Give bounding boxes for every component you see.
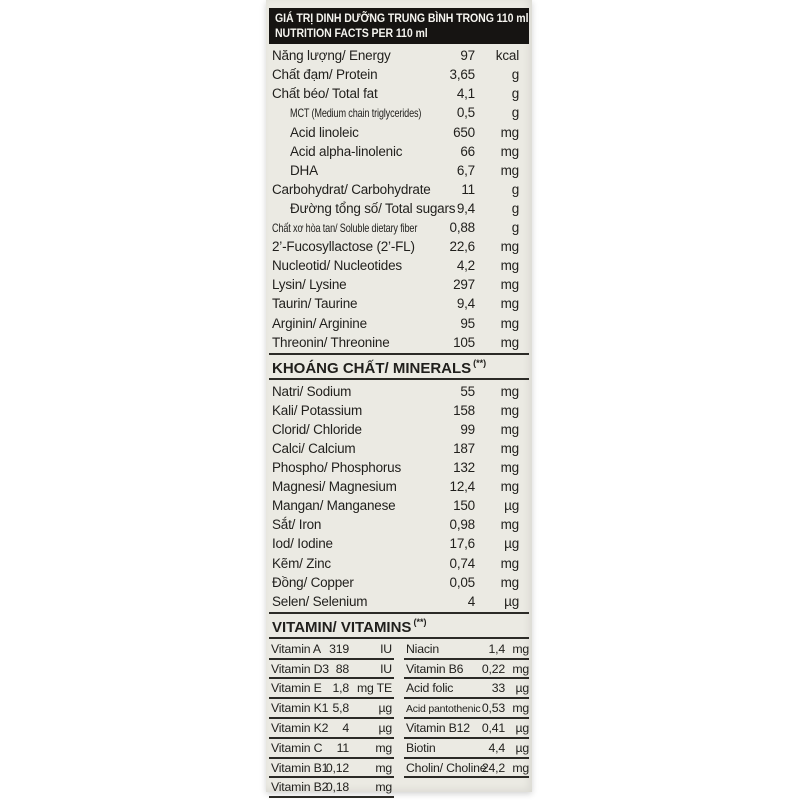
nutrient-unit: g	[511, 86, 519, 102]
nutrient-row	[269, 294, 529, 313]
nutrient-row	[269, 180, 529, 199]
nutrient-unit: mg	[375, 760, 392, 775]
nutrient-unit: mg	[500, 315, 519, 331]
nutrient-unit: mg	[512, 701, 529, 716]
nutrient-unit: mg	[500, 143, 519, 159]
minerals-section-title: KHOÁNG CHẤT/ MINERALS	[272, 359, 472, 377]
nutrient-value: 17,6	[449, 536, 475, 552]
nutrient-row	[269, 640, 394, 660]
nutrient-row	[269, 142, 529, 161]
nutrient-row	[269, 401, 529, 420]
nutrient-row	[269, 84, 529, 103]
nutrient-unit: IU	[380, 641, 392, 656]
nutrient-value: 297	[453, 277, 475, 293]
nutrient-value: 97	[460, 48, 475, 64]
nutrient-row	[269, 759, 394, 779]
nutrient-name: Iod/ Iodine	[272, 536, 333, 552]
nutrient-row	[269, 739, 394, 759]
nutrient-row	[269, 103, 529, 122]
nutrient-name: Niacin	[406, 641, 439, 656]
nutrient-unit: mg	[500, 277, 519, 293]
nutrient-name: Phospho/ Phosphorus	[272, 460, 402, 476]
nutrient-unit: g	[511, 105, 519, 121]
nutrient-row	[269, 333, 529, 352]
nutrient-name: Vitamin D3	[271, 661, 329, 676]
vitamins-footnote-marker: (**)	[413, 616, 427, 627]
nutrient-value: 0,53	[481, 701, 505, 716]
label-title-bar	[269, 8, 529, 44]
nutrient-row	[269, 314, 529, 333]
nutrient-row	[269, 477, 529, 496]
nutrient-unit: mg	[500, 162, 519, 178]
nutrient-unit: mg	[500, 555, 519, 571]
nutrient-unit: mg	[375, 740, 392, 755]
nutrient-row	[269, 275, 529, 294]
nutrient-value: 319	[329, 641, 349, 656]
nutrient-value: 105	[453, 334, 475, 350]
nutrient-unit: mg	[500, 383, 519, 399]
minerals-footnote-marker: (**)	[473, 357, 487, 368]
nutrient-unit: µg	[515, 721, 529, 735]
nutrient-row	[269, 65, 529, 84]
nutrient-row	[269, 199, 529, 218]
nutrient-unit: mg	[500, 574, 519, 590]
nutrient-name: DHA	[290, 162, 318, 178]
nutrient-value: 66	[460, 143, 475, 159]
nutrient-unit: g	[511, 200, 519, 216]
nutrient-unit: µg	[378, 721, 392, 735]
label-title-line1: GIÁ TRỊ DINH DƯỠNG TRUNG BÌNH TRONG 110 ml	[275, 11, 529, 25]
nutrient-value: 4,1	[456, 86, 475, 102]
minerals-table	[269, 382, 529, 611]
nutrient-row	[269, 496, 529, 515]
nutrient-row	[269, 161, 529, 180]
vitamins-section-header	[269, 612, 529, 639]
nutrient-row	[269, 515, 529, 534]
nutrient-value: 1,4	[488, 641, 505, 656]
nutrient-row	[269, 46, 529, 65]
nutrient-value: 650	[453, 124, 475, 140]
nutrient-value: 6,7	[456, 162, 475, 178]
nutrient-name: Năng lượng/ Energy	[272, 48, 391, 64]
nutrient-value: 88	[335, 661, 349, 676]
nutrient-name: Kẽm/ Zinc	[272, 555, 331, 571]
nutrient-name: Acid folic	[406, 681, 454, 696]
nutrient-value: 3,65	[449, 67, 475, 83]
nutrient-name: Đồng/ Copper	[272, 574, 354, 590]
nutrient-unit: mg	[500, 334, 519, 350]
nutrient-unit: mg	[500, 517, 519, 533]
nutrient-value: 0,5	[456, 105, 475, 121]
vitamins-section-title: VITAMIN/ VITAMINS	[272, 618, 412, 636]
nutrient-value: 0,74	[449, 555, 475, 571]
nutrient-value: 9,4	[456, 200, 475, 216]
nutrient-name: Chất béo/ Total fat	[272, 86, 378, 102]
nutrient-unit: mg	[500, 479, 519, 495]
nutrient-value: 0,98	[449, 517, 475, 533]
nutrient-unit: kcal	[495, 48, 519, 64]
nutrient-value: 5,8	[332, 701, 349, 716]
nutrient-value: 24,2	[481, 760, 505, 775]
nutrient-name: 2’-Fucosyllactose (2’-FL)	[272, 239, 415, 255]
nutrient-row	[404, 719, 529, 739]
nutrient-value: 0,41	[481, 721, 505, 735]
nutrient-row	[269, 554, 529, 573]
nutrient-value: 4,2	[456, 258, 475, 274]
nutrient-name: Vitamin B2	[271, 780, 329, 795]
nutrient-value: 95	[460, 315, 475, 331]
nutrient-name: Vitamin K1	[271, 701, 329, 716]
nutrient-name: Nucleotid/ Nucleotides	[272, 258, 402, 274]
nutrient-value: 0,18	[325, 780, 349, 795]
nutrient-unit: mg	[500, 421, 519, 437]
nutrient-row	[404, 640, 529, 660]
nutrient-unit: mg	[500, 124, 519, 140]
nutrient-name: Selen/ Selenium	[272, 593, 368, 609]
nutrient-row	[269, 534, 529, 553]
nutrient-name: Mangan/ Manganese	[272, 498, 396, 514]
nutrient-row	[269, 218, 529, 237]
nutrient-row	[269, 699, 394, 719]
nutrient-value: 4	[467, 593, 475, 609]
nutrient-row	[269, 420, 529, 439]
vitamins-left-column	[269, 640, 394, 798]
nutrient-name: Vitamin B6	[406, 661, 464, 676]
nutrient-row	[269, 778, 394, 798]
nutrient-value: 0,88	[449, 220, 475, 236]
nutrient-unit: mg	[500, 296, 519, 312]
nutrient-name: Acid pantothenic	[406, 703, 481, 716]
nutrient-unit: g	[511, 220, 519, 236]
nutrient-unit: mg	[512, 760, 529, 775]
nutrient-row	[269, 237, 529, 256]
nutrient-unit: mg	[500, 239, 519, 255]
nutrient-row	[404, 660, 529, 680]
nutrient-unit: mg	[512, 661, 529, 676]
nutrient-unit: µg	[504, 593, 519, 609]
nutrition-label	[266, 0, 532, 795]
nutrient-unit: mg	[500, 258, 519, 274]
nutrient-name: Magnesi/ Magnesium	[272, 479, 397, 495]
nutrient-name: Đường tổng số/ Total sugars	[290, 200, 456, 216]
nutrient-row	[269, 660, 394, 680]
nutrient-name: Chất xơ hòa tan/ Soluble dietary fiber	[272, 221, 418, 236]
nutrient-name: MCT (Medium chain triglycerides)	[290, 106, 422, 121]
vitamins-table	[269, 640, 529, 798]
nutrient-unit: mg	[500, 402, 519, 418]
nutrient-unit: µg	[515, 681, 529, 696]
nutrient-unit: µg	[504, 498, 519, 514]
nutrient-name: Arginin/ Arginine	[272, 315, 367, 331]
nutrient-value: 4	[342, 721, 349, 735]
nutrient-value: 9,4	[456, 296, 475, 312]
nutrient-unit: mg	[500, 460, 519, 476]
nutrient-name: Sắt/ Iron	[272, 517, 322, 533]
nutrient-unit: mg	[375, 780, 392, 795]
nutrient-unit: µg	[515, 740, 529, 755]
nutrient-unit: mg	[500, 440, 519, 456]
nutrient-value: 1,8	[332, 681, 349, 696]
nutrient-name: Vitamin E	[271, 681, 322, 696]
nutrient-name: Vitamin B12	[406, 721, 470, 735]
nutrient-name: Natri/ Sodium	[272, 383, 352, 399]
nutrient-value: 0,22	[481, 661, 505, 676]
nutrient-row	[269, 679, 394, 699]
nutrient-value: 158	[453, 402, 475, 418]
nutrient-value: 22,6	[449, 239, 475, 255]
nutrient-name: Taurin/ Taurine	[272, 296, 358, 312]
nutrient-row	[404, 699, 529, 719]
nutrient-unit: mg TE	[357, 681, 392, 696]
nutrient-row	[269, 573, 529, 592]
minerals-section-header	[269, 353, 529, 380]
nutrient-value: 0,12	[325, 760, 349, 775]
nutrient-value: 11	[461, 181, 475, 197]
nutrient-name: Threonin/ Threonine	[272, 334, 390, 350]
nutrient-row	[269, 382, 529, 401]
nutrient-value: 4,4	[488, 740, 505, 755]
nutrient-unit: µg	[504, 536, 519, 552]
nutrient-row	[269, 719, 394, 739]
nutrient-value: 0,05	[449, 574, 475, 590]
nutrient-unit: IU	[380, 661, 392, 676]
nutrient-value: 150	[453, 498, 475, 514]
nutrient-row	[404, 759, 529, 779]
nutrient-name: Cholin/ Choline	[406, 760, 487, 775]
nutrient-value: 99	[460, 421, 475, 437]
nutrient-row	[269, 256, 529, 275]
nutrient-name: Vitamin B1	[271, 760, 329, 775]
nutrient-value: 55	[460, 383, 475, 399]
nutrient-row	[269, 592, 529, 611]
vitamins-right-column	[404, 640, 529, 798]
nutrient-name: Acid linoleic	[290, 124, 359, 140]
nutrient-name: Acid alpha-linolenic	[290, 143, 403, 159]
nutrient-name: Calci/ Calcium	[272, 440, 356, 456]
nutrient-value: 187	[453, 440, 475, 456]
nutrient-unit: µg	[378, 701, 392, 716]
nutrient-name: Carbohydrat/ Carbohydrate	[272, 181, 431, 197]
nutrient-name: Vitamin A	[271, 641, 321, 656]
nutrient-name: Chất đạm/ Protein	[272, 67, 378, 83]
label-title-line2: NUTRITION FACTS PER 110 ml	[275, 25, 428, 40]
nutrient-unit: g	[511, 67, 519, 83]
nutrient-row	[404, 679, 529, 699]
nutrient-unit: g	[511, 181, 519, 197]
nutrient-name: Vitamin C	[271, 740, 323, 755]
nutrient-name: Clorid/ Chloride	[272, 421, 362, 437]
nutrient-value: 33	[491, 681, 505, 696]
nutrient-value: 132	[453, 460, 475, 476]
nutrient-name: Vitamin K2	[271, 721, 329, 735]
nutrient-row	[269, 123, 529, 142]
nutrient-unit: mg	[512, 641, 529, 656]
nutrient-row	[269, 439, 529, 458]
nutrient-row	[269, 458, 529, 477]
nutrient-name: Biotin	[406, 740, 436, 755]
nutrient-value: 11	[336, 740, 349, 755]
main-nutrition-table	[269, 46, 529, 352]
nutrient-row	[404, 739, 529, 759]
nutrient-name: Lysin/ Lysine	[272, 277, 347, 293]
nutrient-name: Kali/ Potassium	[272, 402, 363, 418]
nutrient-value: 12,4	[449, 479, 475, 495]
